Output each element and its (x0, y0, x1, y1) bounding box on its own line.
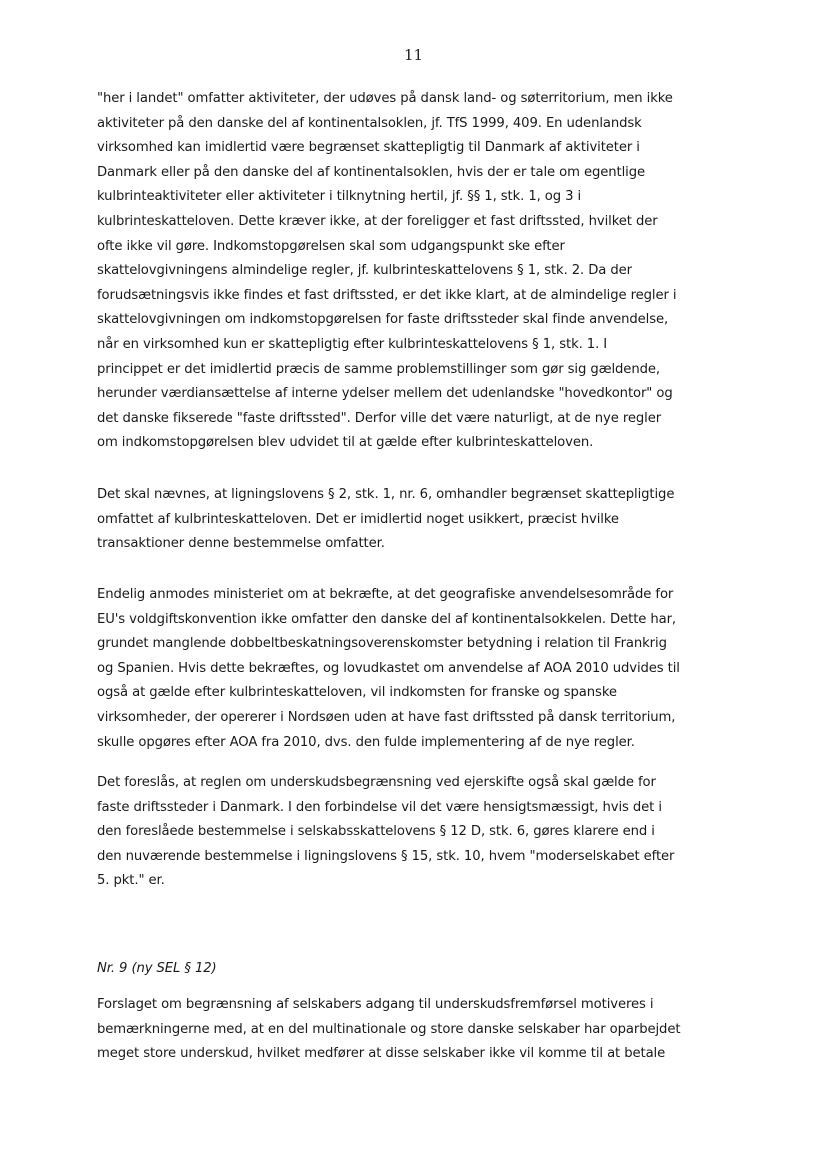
text-line: og Spanien. Hvis dette bekræftes, og lovudkastet om anvendelse af AOA 2010 udvides til (97, 660, 680, 676)
paragraph-5 (97, 993, 737, 1067)
section-heading-text: Nr. 9 (ny SEL § 12) (97, 961, 217, 976)
text-line: den nuværende bestemmelse i ligningslovens § 15, stk. 10, hvem "moderselskabet efter (97, 848, 675, 864)
text-line: meget store underskud, hvilket medfører at disse selskaber ikke vil komme til at betale (97, 1046, 666, 1062)
text-line: grundet manglende dobbeltbeskatningsoverenskomster betydning i relation til Frankrig (97, 636, 667, 652)
text-line: "her i landet" omfatter aktiviteter, der udøves på dansk land- og søterritorium, men ikke (97, 91, 673, 106)
text-line: skattelovgivningen om indkomstopgørelsen for faste driftssteder skal finde anvendelse, (97, 312, 669, 328)
text-line: Danmark eller på den danske del af kontinentalsoklen, hvis der er tale om egentlige (97, 164, 645, 180)
paragraph-1 (97, 87, 737, 456)
text-line: virksomhed kan imidlertid være begrænset skattepligtig til Danmark af aktiviteter i (97, 140, 640, 156)
text-line: også at gælde efter kulbrinteskatteloven, vil indkomsten for franske og spanske (97, 685, 617, 701)
text-line: faste driftssteder i Danmark. I den forbindelse vil det være hensigtsmæssigt, hvis det i (97, 799, 662, 815)
text-line: skattelovgivningens almindelige regler, jf. kulbrinteskattelovens § 1, stk. 2. Da der (97, 263, 632, 279)
page-number: 11 (403, 46, 424, 64)
text-line: EU's voldgiftskonvention ikke omfatter den danske del af kontinentalsokkelen. Dette har, (97, 611, 677, 627)
text-line: kulbrinteskatteloven. Dette kræver ikke, at der foreligger et fast driftssted, hvilket der (97, 213, 658, 229)
text-line: Endelig anmodes ministeriet om at bekræfte, at det geografiske anvendelsesområde for (97, 587, 674, 602)
text-line: Forslaget om begrænsning af selskabers adgang til underskudsfremførsel motiveres i (97, 997, 654, 1012)
text-line: ofte ikke vil gøre. Indkomstopgørelsen skal som udgangspunkt ske efter (97, 238, 565, 254)
text-line: transaktioner denne bestemmelse omfatter. (97, 536, 385, 552)
text-line: herunder værdiansættelse af interne ydelser mellem det udenlandske "hovedkontor" og (97, 386, 673, 402)
text-line: skulle opgøres efter AOA fra 2010, dvs. den fulde implementering af de nye regler. (97, 734, 635, 750)
text-line: Det foreslås, at reglen om underskudsbegrænsning ved ejerskifte også skal gælde for (97, 775, 656, 790)
text-line: 5. pkt." er. (97, 873, 165, 889)
text-line: om indkomstopgørelsen blev udvidet til at gælde efter kulbrinteskatteloven. (97, 435, 594, 451)
text-line: Det skal nævnes, at ligningslovens § 2, stk. 1, nr. 6, omhandler begrænset skattepligtige (97, 487, 675, 502)
paragraph-3 (97, 583, 737, 755)
paragraph-2 (97, 483, 737, 557)
text-line: kulbrinteaktiviteter eller aktiviteter i tilknytning hertil, jf. §§ 1, stk. 1, og 3 i (97, 189, 582, 205)
text-line: virksomheder, der opererer i Nordsøen uden at have fast driftssted på dansk territorium, (97, 709, 676, 725)
text-line: det danske fikserede "faste driftssted". Derfor ville det være naturligt, at de nye regler (97, 410, 662, 426)
text-line: omfattet af kulbrinteskatteloven. Det er imidlertid noget usikkert, præcist hvilke (97, 511, 619, 527)
text-line: aktiviteter på den danske del af kontinentalsoklen, jf. TfS 1999, 409. En udenlandsk (97, 115, 642, 131)
text-line: den foreslåede bestemmelse i selskabsskattelovens § 12 D, stk. 6, gøres klarere end i (97, 824, 655, 840)
text-line: forudsætningsvis ikke findes et fast driftssted, er det ikke klart, at de almindelige regler i (97, 287, 677, 303)
text-line: princippet er det imidlertid præcis de samme problemstillinger som gør sig gældende, (97, 361, 660, 377)
text-line: bemærkningerne med, at en del multinationale og store danske selskaber har oparbejdet (97, 1021, 681, 1037)
text-line: når en virksomhed kun er skattepligtig efter kulbrinteskattelovens § 1, stk. 1. I (97, 336, 608, 352)
paragraph-4 (97, 771, 737, 894)
section-heading (97, 957, 737, 982)
